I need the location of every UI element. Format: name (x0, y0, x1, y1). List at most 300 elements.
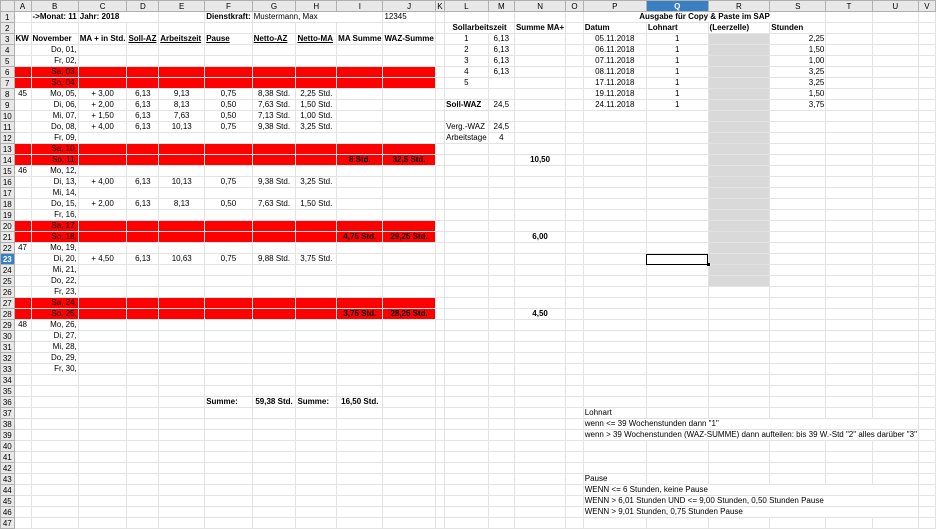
cell-J18[interactable] (383, 199, 435, 210)
cell-G22[interactable] (252, 243, 296, 254)
cell-L42[interactable] (445, 463, 488, 474)
cell-T36[interactable] (826, 397, 872, 408)
cell-J12[interactable] (383, 133, 435, 144)
cell-M26[interactable] (488, 287, 514, 298)
cell-J30[interactable] (383, 331, 435, 342)
cell-A20[interactable] (14, 221, 31, 232)
cell-M1[interactable] (488, 12, 514, 23)
cell-L38[interactable] (445, 419, 488, 430)
cell-R9[interactable] (708, 100, 770, 111)
cell-E40[interactable] (159, 441, 205, 452)
cell-D11[interactable]: 6,13 (127, 122, 159, 133)
cell-P34[interactable] (583, 375, 646, 386)
cell-F1[interactable]: Dienstkraft: (206, 12, 251, 21)
cell-I16[interactable] (337, 177, 383, 188)
sheet-row[interactable] (1, 199, 936, 210)
cell-M12[interactable]: 4 (488, 133, 514, 144)
cell-M21[interactable] (488, 232, 514, 243)
column-header-F[interactable]: F (205, 1, 252, 12)
cell-V10[interactable] (918, 111, 935, 122)
cell-T40[interactable] (826, 441, 872, 452)
row-header-13[interactable]: 13 (1, 144, 15, 155)
cell-B40[interactable] (31, 441, 78, 452)
cell-I43[interactable] (337, 474, 383, 485)
cell-M33[interactable] (488, 364, 514, 375)
cell-U36[interactable] (872, 397, 918, 408)
cell-K46[interactable] (435, 507, 444, 518)
cell-B43[interactable] (31, 474, 78, 485)
sheet-row[interactable] (1, 67, 936, 78)
cell-L31[interactable] (445, 342, 488, 353)
cell-M4[interactable]: 6,13 (488, 45, 514, 56)
cell-J41[interactable] (383, 452, 435, 463)
cell-U4[interactable] (872, 45, 918, 56)
cell-G15[interactable] (252, 166, 296, 177)
cell-F28[interactable] (205, 309, 252, 320)
cell-E44[interactable] (159, 485, 205, 496)
cell-H12[interactable] (296, 133, 337, 144)
cell-M29[interactable] (488, 320, 514, 331)
cell-E2[interactable] (159, 23, 205, 34)
row-header-27[interactable]: 27 (1, 298, 15, 309)
cell-T41[interactable] (826, 452, 872, 463)
cell-I38[interactable] (337, 419, 383, 430)
cell-O45[interactable] (566, 496, 584, 507)
cell-D37[interactable] (127, 408, 159, 419)
cell-Q11[interactable] (646, 122, 708, 133)
column-header-P[interactable]: P (583, 1, 646, 12)
cell-G30[interactable] (252, 331, 296, 342)
cell-B44[interactable] (31, 485, 78, 496)
sheet-row[interactable] (1, 364, 936, 375)
cell-F12[interactable] (205, 133, 252, 144)
cell-R32[interactable] (708, 353, 770, 364)
cell-C40[interactable] (78, 441, 127, 452)
cell-P15[interactable] (583, 166, 646, 177)
cell-D4[interactable] (127, 45, 159, 56)
cell-I37[interactable] (337, 408, 383, 419)
cell-Q4[interactable]: 1 (646, 45, 708, 56)
cell-V4[interactable] (918, 45, 935, 56)
cell-Q27[interactable] (646, 298, 708, 309)
cell-D43[interactable] (127, 474, 159, 485)
cell-N20[interactable] (514, 221, 565, 232)
cell-J14[interactable]: 32,5 Std. (383, 155, 435, 166)
cell-J10[interactable] (383, 111, 435, 122)
cell-P36[interactable] (583, 397, 646, 408)
cell-L36[interactable] (445, 397, 488, 408)
cell-F7[interactable] (205, 78, 252, 89)
row-header-47[interactable]: 47 (1, 518, 15, 529)
cell-A5[interactable] (14, 56, 31, 67)
cell-A25[interactable] (14, 276, 31, 287)
cell-D19[interactable] (127, 210, 159, 221)
cell-V32[interactable] (918, 353, 935, 364)
sheet-row[interactable] (1, 397, 936, 408)
cell-S33[interactable] (770, 364, 826, 375)
cell-N47[interactable] (514, 518, 565, 529)
cell-C14[interactable] (78, 155, 127, 166)
cell-L20[interactable] (445, 221, 488, 232)
cell-M23[interactable] (488, 254, 514, 265)
cell-I33[interactable] (337, 364, 383, 375)
cell-R42[interactable] (708, 463, 770, 474)
cell-P12[interactable] (583, 133, 646, 144)
row-header-5[interactable]: 5 (1, 56, 15, 67)
cell-N27[interactable] (514, 298, 565, 309)
cell-D22[interactable] (127, 243, 159, 254)
cell-T13[interactable] (826, 144, 872, 155)
cell-F40[interactable] (205, 441, 252, 452)
sheet-row[interactable] (1, 177, 936, 188)
cell-F25[interactable] (205, 276, 252, 287)
cell-D6[interactable] (127, 67, 159, 78)
cell-G18[interactable]: 7,63 Std. (252, 199, 296, 210)
sheet-row[interactable] (1, 331, 936, 342)
cell-H45[interactable] (296, 496, 337, 507)
cell-R10[interactable] (708, 111, 770, 122)
cell-M39[interactable] (488, 430, 514, 441)
cell-C3[interactable]: MA + in Std. (79, 34, 126, 43)
cell-R22[interactable] (708, 243, 770, 254)
cell-E7[interactable] (159, 78, 205, 89)
cell-V31[interactable] (918, 342, 935, 353)
cell-A27[interactable] (14, 298, 31, 309)
cell-Q42[interactable] (646, 463, 708, 474)
cell-D46[interactable] (127, 507, 159, 518)
cell-K21[interactable] (435, 232, 444, 243)
cell-C25[interactable] (78, 276, 127, 287)
cell-S4[interactable]: 1,50 (770, 45, 826, 56)
cell-N29[interactable] (514, 320, 565, 331)
cell-L4[interactable]: 2 (445, 45, 488, 56)
cell-P4[interactable]: 06.11.2018 (583, 45, 646, 56)
cell-O2[interactable] (566, 23, 584, 34)
cell-I21[interactable]: 4,75 Std. (337, 232, 383, 243)
sheet-row[interactable] (1, 452, 936, 463)
cell-D41[interactable] (127, 452, 159, 463)
row-header-45[interactable]: 45 (1, 496, 15, 507)
cell-V22[interactable] (918, 243, 935, 254)
cell-H38[interactable] (296, 419, 337, 430)
cell-I27[interactable] (337, 298, 383, 309)
cell-V41[interactable] (918, 452, 935, 463)
cell-S30[interactable] (770, 331, 826, 342)
cell-F41[interactable] (205, 452, 252, 463)
cell-G10[interactable]: 7,13 Std. (252, 111, 296, 122)
cell-A6[interactable] (14, 67, 31, 78)
cell-F37[interactable] (205, 408, 252, 419)
sheet-row[interactable] (1, 518, 936, 529)
sheet-row[interactable] (1, 166, 936, 177)
cell-S6[interactable]: 3,25 (770, 67, 826, 78)
cell-D32[interactable] (127, 353, 159, 364)
row-header-1[interactable]: 1 (1, 12, 15, 23)
cell-N39[interactable] (514, 430, 565, 441)
row-header-22[interactable]: 22 (1, 243, 15, 254)
cell-B4[interactable]: Do, 01, (31, 45, 78, 56)
cell-N35[interactable] (514, 386, 565, 397)
cell-D28[interactable] (127, 309, 159, 320)
cell-J44[interactable] (383, 485, 435, 496)
cell-G40[interactable] (252, 441, 296, 452)
cell-B35[interactable] (31, 386, 78, 397)
cell-B33[interactable]: Fr, 30, (31, 364, 78, 375)
cell-V37[interactable] (918, 408, 935, 419)
cell-T5[interactable] (826, 56, 872, 67)
cell-Q6[interactable]: 1 (646, 67, 708, 78)
cell-B25[interactable]: Do, 22, (31, 276, 78, 287)
cell-I8[interactable] (337, 89, 383, 100)
row-header-24[interactable]: 24 (1, 265, 15, 276)
cell-I26[interactable] (337, 287, 383, 298)
sheet-row[interactable] (1, 320, 936, 331)
cell-G16[interactable]: 9,38 Std. (252, 177, 296, 188)
cell-B14[interactable]: So, 11, (31, 155, 78, 166)
cell-L46[interactable] (445, 507, 488, 518)
cell-P28[interactable] (583, 309, 646, 320)
cell-H4[interactable] (296, 45, 337, 56)
cell-S28[interactable] (770, 309, 826, 320)
cell-H13[interactable] (296, 144, 337, 155)
cell-K2[interactable] (435, 23, 444, 34)
cell-K44[interactable] (435, 485, 444, 496)
cell-D20[interactable] (127, 221, 159, 232)
cell-V11[interactable] (918, 122, 935, 133)
cell-Q25[interactable] (646, 276, 708, 287)
cell-E10[interactable]: 7,63 (159, 111, 205, 122)
cell-D17[interactable] (127, 188, 159, 199)
cell-H20[interactable] (296, 221, 337, 232)
cell-A43[interactable] (14, 474, 31, 485)
cell-K27[interactable] (435, 298, 444, 309)
cell-V44[interactable] (918, 485, 935, 496)
cell-H28[interactable] (296, 309, 337, 320)
cell-N8[interactable] (514, 89, 565, 100)
cell-L39[interactable] (445, 430, 488, 441)
cell-V23[interactable] (918, 254, 935, 265)
cell-J43[interactable] (383, 474, 435, 485)
cell-U34[interactable] (872, 375, 918, 386)
cell-F44[interactable] (205, 485, 252, 496)
row-header-20[interactable]: 20 (1, 221, 15, 232)
cell-Q33[interactable] (646, 364, 708, 375)
cell-V8[interactable] (918, 89, 935, 100)
cell-I3[interactable]: MA Summe (338, 34, 382, 43)
cell-L21[interactable] (445, 232, 488, 243)
cell-D14[interactable] (127, 155, 159, 166)
cell-T15[interactable] (826, 166, 872, 177)
cell-I18[interactable] (337, 199, 383, 210)
cell-O42[interactable] (566, 463, 584, 474)
cell-E17[interactable] (159, 188, 205, 199)
sheet-row[interactable] (1, 287, 936, 298)
row-header-21[interactable]: 21 (1, 232, 15, 243)
sheet-row[interactable] (1, 155, 936, 166)
cell-P7[interactable]: 17.11.2018 (583, 78, 646, 89)
cell-A35[interactable] (14, 386, 31, 397)
cell-N32[interactable] (514, 353, 565, 364)
sheet-row[interactable] (1, 78, 936, 89)
cell-T43[interactable] (826, 474, 872, 485)
row-header-44[interactable]: 44 (1, 485, 15, 496)
cell-V16[interactable] (918, 177, 935, 188)
cell-D27[interactable] (127, 298, 159, 309)
cell-F23[interactable]: 0,75 (205, 254, 252, 265)
cell-I6[interactable] (337, 67, 383, 78)
cell-T32[interactable] (826, 353, 872, 364)
cell-L1[interactable] (445, 12, 488, 23)
cell-L24[interactable] (445, 265, 488, 276)
cell-U30[interactable] (872, 331, 918, 342)
cell-A22[interactable]: 47 (14, 243, 31, 254)
cell-H42[interactable] (296, 463, 337, 474)
cell-R20[interactable] (708, 221, 770, 232)
cell-Q43[interactable] (646, 474, 708, 485)
cell-Q19[interactable] (646, 210, 708, 221)
cell-H11[interactable]: 3,25 Std. (296, 122, 337, 133)
cell-O11[interactable] (566, 122, 584, 133)
cell-T31[interactable] (826, 342, 872, 353)
cell-P31[interactable] (583, 342, 646, 353)
sheet-row[interactable] (1, 408, 936, 419)
cell-V24[interactable] (918, 265, 935, 276)
cell-A31[interactable] (14, 342, 31, 353)
cell-S29[interactable] (770, 320, 826, 331)
cell-L28[interactable] (445, 309, 488, 320)
cell-M18[interactable] (488, 199, 514, 210)
cell-J33[interactable] (383, 364, 435, 375)
column-header-B[interactable]: B (31, 1, 78, 12)
cell-V34[interactable] (918, 375, 935, 386)
cell-B13[interactable]: Sa, 10, (31, 144, 78, 155)
cell-G43[interactable] (252, 474, 296, 485)
cell-J11[interactable] (383, 122, 435, 133)
cell-E35[interactable] (159, 386, 205, 397)
row-header-43[interactable]: 43 (1, 474, 15, 485)
cell-P32[interactable] (583, 353, 646, 364)
row-header-11[interactable]: 11 (1, 122, 15, 133)
cell-F16[interactable]: 0,75 (205, 177, 252, 188)
cell-I14[interactable]: 8 Std. (337, 155, 383, 166)
cell-J4[interactable] (383, 45, 435, 56)
row-header-10[interactable]: 10 (1, 111, 15, 122)
cell-O19[interactable] (566, 210, 584, 221)
cell-O1[interactable] (566, 12, 584, 23)
sheet-row[interactable] (1, 254, 936, 265)
cell-K28[interactable] (435, 309, 444, 320)
cell-B45[interactable] (31, 496, 78, 507)
cell-I12[interactable] (337, 133, 383, 144)
cell-N2[interactable]: Summe MA+ (515, 23, 565, 32)
cell-E36[interactable] (159, 397, 205, 408)
cell-F18[interactable]: 0,50 (205, 199, 252, 210)
cell-G44[interactable] (252, 485, 296, 496)
cell-C10[interactable]: + 1,50 (78, 111, 127, 122)
cell-Q21[interactable] (646, 232, 708, 243)
cell-E47[interactable] (159, 518, 205, 529)
cell-N23[interactable] (514, 254, 565, 265)
cell-H43[interactable] (296, 474, 337, 485)
cell-L14[interactable] (445, 155, 488, 166)
cell-N22[interactable] (514, 243, 565, 254)
cell-S22[interactable] (770, 243, 826, 254)
cell-Q14[interactable] (646, 155, 708, 166)
cell-P23[interactable] (583, 254, 646, 265)
cell-C32[interactable] (78, 353, 127, 364)
cell-I35[interactable] (337, 386, 383, 397)
cell-C45[interactable] (78, 496, 127, 507)
cell-U1[interactable] (872, 12, 918, 23)
cell-G27[interactable] (252, 298, 296, 309)
cell-Q41[interactable] (646, 452, 708, 463)
cell-Q3[interactable]: 1 (646, 34, 708, 45)
cell-V35[interactable] (918, 386, 935, 397)
cell-R23[interactable] (708, 254, 770, 265)
cell-T22[interactable] (826, 243, 872, 254)
cell-G31[interactable] (252, 342, 296, 353)
cell-S10[interactable] (770, 111, 826, 122)
column-header-M[interactable]: M (488, 1, 514, 12)
cell-R21[interactable] (708, 232, 770, 243)
cell-A40[interactable] (14, 441, 31, 452)
cell-V39[interactable] (918, 430, 935, 441)
cell-U14[interactable] (872, 155, 918, 166)
cell-I5[interactable] (337, 56, 383, 67)
cell-M3[interactable]: 6,13 (488, 34, 514, 45)
cell-L40[interactable] (445, 441, 488, 452)
cell-J28[interactable]: 28,25 Std. (383, 309, 435, 320)
cell-H27[interactable] (296, 298, 337, 309)
column-header-C[interactable]: C (78, 1, 127, 12)
cell-T11[interactable] (826, 122, 872, 133)
cell-L43[interactable] (445, 474, 488, 485)
cell-G32[interactable] (252, 353, 296, 364)
cell-K16[interactable] (435, 177, 444, 188)
cell-A12[interactable] (14, 133, 31, 144)
sheet-row[interactable] (1, 298, 936, 309)
cell-N5[interactable] (514, 56, 565, 67)
cell-C5[interactable] (78, 56, 127, 67)
cell-V43[interactable] (918, 474, 935, 485)
cell-S3[interactable]: 2,25 (770, 34, 826, 45)
cell-F9[interactable]: 0,50 (205, 100, 252, 111)
cell-K15[interactable] (435, 166, 444, 177)
cell-E25[interactable] (159, 276, 205, 287)
cell-G36[interactable]: 59,38 Std. (252, 397, 296, 408)
cell-E41[interactable] (159, 452, 205, 463)
cell-C7[interactable] (78, 78, 127, 89)
cell-C11[interactable]: + 4,00 (78, 122, 127, 133)
cell-H22[interactable] (296, 243, 337, 254)
cell-H46[interactable] (296, 507, 337, 518)
cell-J5[interactable] (383, 56, 435, 67)
cell-B2[interactable] (31, 23, 78, 34)
cell-P44[interactable]: WENN <= 6 Stunden, keine Pause (583, 485, 918, 496)
cell-F17[interactable] (205, 188, 252, 199)
cell-H6[interactable] (296, 67, 337, 78)
column-header-H[interactable]: H (296, 1, 337, 12)
cell-N6[interactable] (514, 67, 565, 78)
cell-B8[interactable]: Mo, 05, (31, 89, 78, 100)
cell-G47[interactable] (252, 518, 296, 529)
cell-E43[interactable] (159, 474, 205, 485)
cell-G45[interactable] (252, 496, 296, 507)
cell-V30[interactable] (918, 331, 935, 342)
cell-L10[interactable] (445, 111, 488, 122)
cell-R24[interactable] (708, 265, 770, 276)
cell-P45[interactable]: WENN > 6,01 Stunden UND <= 9,00 Stunden, 0,50 Stunden Pause (583, 496, 918, 507)
